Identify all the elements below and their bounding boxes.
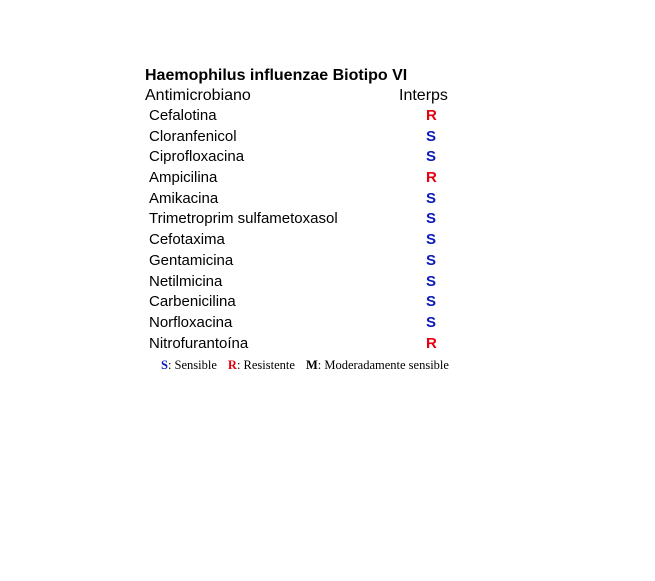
legend-text-sensible: : Sensible <box>167 358 217 373</box>
interpretation-value: R <box>426 107 437 124</box>
column-header-interpretation: Interps <box>399 87 448 104</box>
legend-text-moderado: : Moderadamente sensible <box>317 358 449 373</box>
interpretation-legend <box>145 357 505 373</box>
interpretation-value: R <box>426 169 437 187</box>
report-title: Haemophilus influenzae Biotipo VI <box>145 67 408 84</box>
interpretation-value: S <box>426 148 437 166</box>
legend-key-sensible: S <box>161 358 168 373</box>
table-row <box>145 106 505 127</box>
column-header-antimicrobial: Antimicrobiano <box>145 87 251 104</box>
antimicrobial-name: Cefalotina <box>149 107 217 124</box>
table-row <box>145 230 505 251</box>
table-row <box>145 189 505 210</box>
antimicrobial-name: Gentamicina <box>149 251 234 269</box>
interpretation-value: S <box>426 210 437 228</box>
antimicrobial-name: Carbenicilina <box>149 293 236 311</box>
table-body <box>145 106 505 354</box>
antimicrobial-name: Ampicilina <box>149 169 218 187</box>
table-row <box>145 272 505 293</box>
interpretation-value: S <box>426 189 437 207</box>
interpretation-value: S <box>426 293 437 311</box>
table-row <box>145 168 505 189</box>
interpretation-value: S <box>426 251 437 269</box>
antimicrobial-name: Cefotaxima <box>149 231 225 249</box>
antimicrobial-name: Norfloxacina <box>149 313 233 331</box>
table-row <box>145 147 505 168</box>
table-row <box>145 313 505 334</box>
table-row <box>145 127 505 148</box>
table-row <box>145 251 505 272</box>
interpretation-value: S <box>426 127 437 145</box>
antimicrobial-name: Trimetroprim sulfametoxasol <box>149 210 338 228</box>
antimicrobial-name: Netilmicina <box>149 272 223 290</box>
legend-text-resistente: : Resistente <box>236 358 295 373</box>
interpretation-value: S <box>426 231 437 249</box>
table-row <box>145 334 505 355</box>
antimicrobial-name: Nitrofurantoína <box>149 334 249 352</box>
antimicrobial-name: Ciprofloxacina <box>149 148 245 166</box>
legend-key-moderado: M <box>305 358 318 373</box>
susceptibility-report <box>145 66 505 373</box>
legend-key-resistente: R <box>227 358 237 373</box>
antimicrobial-name: Amikacina <box>149 189 219 207</box>
interpretation-value: R <box>426 334 437 352</box>
interpretation-value: S <box>426 272 437 290</box>
interpretation-value: S <box>426 313 437 331</box>
table-header <box>145 86 505 106</box>
table-row <box>145 292 505 313</box>
antimicrobial-name: Cloranfenicol <box>149 127 237 145</box>
table-row <box>145 209 505 230</box>
